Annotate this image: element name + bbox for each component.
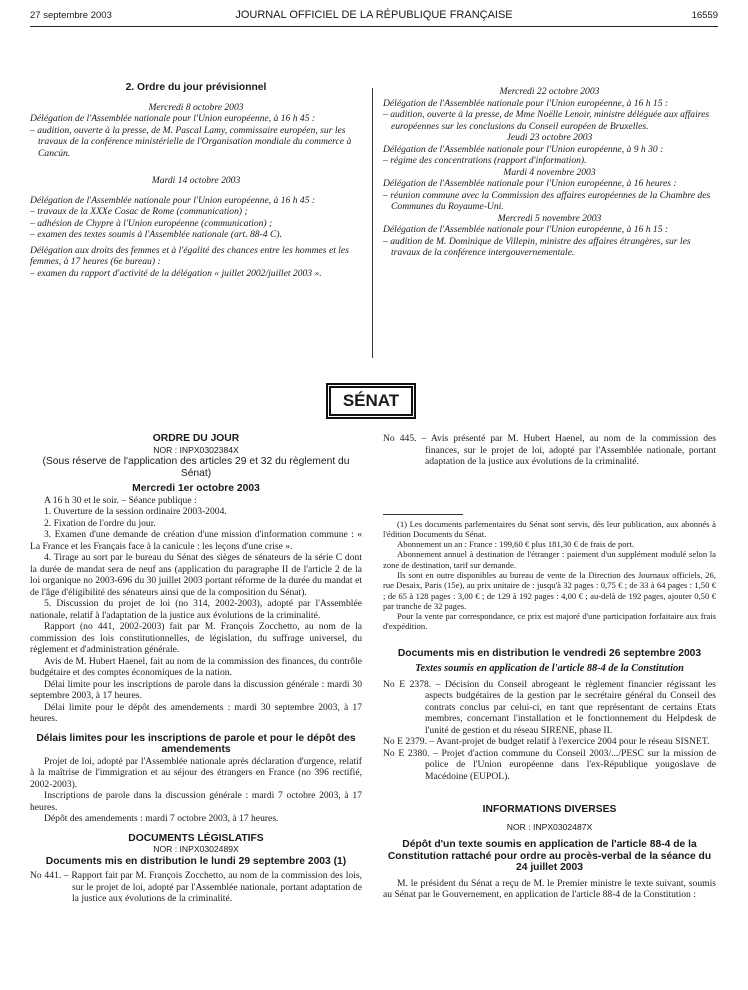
agenda-item: – adhésion de Chypre à l'Union européenne (communication) ; bbox=[30, 217, 273, 229]
deadline-line: Inscriptions de parole dans la discussion générale : mardi 7 octobre 2003, à 17 heures. bbox=[30, 790, 362, 813]
top-right-column bbox=[383, 86, 716, 259]
footnote-rule bbox=[383, 514, 463, 515]
footnote bbox=[383, 519, 716, 632]
section-title: Documents mis en distribution le vendredi 26 septembre 2003 bbox=[397, 647, 702, 659]
agenda-item: – réunion commune avec la Commission des affaires européennes de la Chambre des Communes du Royaume-Uni. bbox=[383, 189, 711, 212]
senat-right-column bbox=[383, 433, 716, 901]
agenda-line: Rapport (no 441, 2002-2003) fait par M. François Zocchetto, au nom de la commission des lois constitutionnelles, de législation, du suffrage universel, du règlement et d'administration générale. bbox=[30, 621, 362, 655]
sitting-date: Mercredi 1er octobre 2003 bbox=[132, 483, 260, 494]
header-date: 27 septembre 2003 bbox=[30, 10, 112, 21]
footnote-line: Ils sont en outre disponibles au bureau de vente de la Direction des Journaux officiels, 26, rue Desaix, Paris (15e), au prix unitaire de : jusqu'à 32 pages : 0,75 € ; de 33 à 64 pages : 1,50 € ; de 65 à 128 pages : 3,00 € ; de 129 à 192 pages : 4,00 € ; au-delà de 192 pages, ajouter 0,50 € par tranche de 32 pages. bbox=[383, 569, 716, 611]
document-entry: No 441. – Rapport fait par M. François Zocchetto, au nom de la commission des lois, sur le projet de loi, adopté par l'Assemblée nationale, portant adaptation de la justice aux évolutions de la criminalité. bbox=[30, 870, 362, 904]
agenda-line: Délai limite pour les inscriptions de parole dans la discussion générale : mardi 30 septembre 2003, à 17 heures. bbox=[30, 678, 362, 701]
delegation-line: Délégation aux droits des femmes et à l'égalité des chances entre les hommes et les femmes, à 17 heures (6e bureau) : bbox=[30, 244, 349, 267]
agenda-item: – régime des concentrations (rapport d'information). bbox=[383, 155, 587, 166]
agenda-item: – travaux de la XXXe Cosac de Rome (communication) ; bbox=[30, 206, 248, 217]
section-title: DOCUMENTS LÉGISLATIFS bbox=[128, 832, 264, 844]
section-title: ORDRE DU JOUR bbox=[152, 433, 240, 444]
deadlines-title: Délais limites pour les inscriptions de parole et pour le dépôt des amendements bbox=[36, 732, 356, 755]
deadline-line: Projet de loi, adopté par l'Assemblée nationale après déclaration d'urgence, relatif à la maîtrise de l'immigration et au séjour des étrangers en France (no 396 rectifié, 2002-2003). bbox=[30, 755, 362, 790]
header-rule bbox=[30, 26, 718, 27]
agenda-line: 2. Fixation de l'ordre du jour. bbox=[44, 517, 156, 529]
agenda-item: – audition de M. Dominique de Villepin, ministre des affaires étrangères, sur les travaux de la conférence intergouvernementale. bbox=[383, 235, 691, 258]
section-subtitle: Documents mis en distribution le lundi 29 septembre 2003 (1) bbox=[45, 855, 347, 867]
agenda-date: Mercredi 8 octobre 2003 bbox=[148, 101, 244, 113]
nor-reference: NOR : INPX0302384X bbox=[153, 444, 239, 455]
document-entry: No 445. – Avis présenté par M. Hubert Haenel, au nom de la commission des finances, sur le projet de loi, adopté par l'Assemblée nationale, portant adaptation de la justice aux évolutions de la criminalité. bbox=[383, 433, 716, 467]
agenda-date: Mercredi 22 octobre 2003 bbox=[499, 86, 600, 97]
column-divider bbox=[372, 88, 373, 358]
info-paragraph: M. le président du Sénat a reçu de M. le Premier ministre le texte suivant, soumis au Sénat par le Gouvernement, en application de l'article 88-4 de la Constitution : bbox=[383, 877, 716, 901]
page-header bbox=[30, 8, 718, 24]
footnote-line: Abonnement un an : France : 199,60 € plus 181,30 € de frais de port. bbox=[397, 539, 634, 550]
delegation-line: Délégation de l'Assemblée nationale pour l'Union européenne, à 16 heures : bbox=[383, 178, 677, 189]
agenda-date: Mardi 14 octobre 2003 bbox=[151, 175, 241, 186]
delegation-line: Délégation de l'Assemblée nationale pour l'Union européenne, à 16 h 45 : bbox=[30, 194, 316, 206]
footnote-line: Abonnement annuel à destination de l'étranger : paiement d'un supplément modulé selon la zone de destination, tarif sur demande. bbox=[383, 549, 716, 570]
delegation-line: Délégation de l'Assemblée nationale pour l'Union européenne, à 16 h 15 : bbox=[383, 224, 669, 235]
section-subtitle: Textes soumis en application de l'article 88-4 de la Constitution bbox=[415, 663, 684, 675]
agenda-item: – examen du rapport d'activité de la délégation « juillet 2002/juillet 2003 ». bbox=[30, 267, 322, 279]
footnote-line: (1) Les documents parlementaires du Sénat sont servis, dès leur publication, aux abonnés à l'édition Documents du Sénat. bbox=[383, 518, 716, 539]
agenda-date: Jeudi 23 octobre 2003 bbox=[506, 132, 593, 143]
section-subtitle: (Sous réserve de l'application des articles 29 et 32 du règlement du Sénat) bbox=[42, 456, 350, 479]
agenda-item: – audition, ouverte à la presse, de Mme Noëlle Lenoir, ministre déléguée aux affaires européennes sur les conclusions du Conseil européen de Bruxelles. bbox=[383, 109, 710, 132]
agenda-line: 1. Ouverture de la session ordinaire 2003-2004. bbox=[44, 506, 227, 517]
agenda-line: 5. Discussion du projet de loi (no 314, 2002-2003), adopté par l'Assemblée nationale, relatif à l'adaptation de la justice aux évolutions de la criminalité. bbox=[30, 598, 362, 621]
section-subtitle: Dépôt d'un texte soumis en application de l'article 88-4 de la Constitution rattaché pour ordre au procès-verbal de la séance du 24 juillet 2003 bbox=[387, 839, 712, 874]
agenda-line: 4. Tirage au sort par le bureau du Sénat des sièges de sénateurs de la série C dont la durée de mandat sera de neuf ans (application du paragraphe II de l'article 2 de la loi organique no 2003-696 du 30 juillet 2003 portant réforme de la durée du mandat et de l'âge d'éligibilité des sénateurs ainsi que de la composition du Sénat). bbox=[30, 552, 362, 598]
section-title: INFORMATIONS DIVERSES bbox=[482, 804, 617, 816]
agenda-line: Délai limite pour le dépôt des amendements : mardi 30 septembre 2003, à 17 heures. bbox=[30, 701, 362, 724]
agenda-item: – examen des textes soumis à l'Assemblée nationale (art. 88-4 C). bbox=[30, 229, 282, 240]
senat-left-column bbox=[30, 433, 362, 905]
senat-section-title: SÉNAT bbox=[329, 386, 413, 416]
agenda-heading: 2. Ordre du jour prévisionnel bbox=[125, 82, 267, 93]
agenda-line: 3. Examen d'une demande de création d'une mission d'information commune : « La France et les Français face à la canicule : les leçons d'une crise ». bbox=[30, 529, 362, 552]
top-left-column bbox=[30, 82, 362, 279]
delegation-line: Délégation de l'Assemblée nationale pour l'Union européenne, à 16 h 15 : bbox=[383, 97, 669, 109]
agenda-line: A 16 h 30 et le soir. – Séance publique : bbox=[44, 494, 197, 506]
header-title: JOURNAL OFFICIEL DE LA RÉPUBLIQUE FRANÇAISE bbox=[235, 9, 513, 21]
deadline-line: Dépôt des amendements : mardi 7 octobre 2003, à 17 heures. bbox=[44, 813, 279, 824]
delegation-line: Délégation de l'Assemblée nationale pour l'Union européenne, à 9 h 30 : bbox=[383, 143, 664, 155]
agenda-line: Avis de M. Hubert Haenel, fait au nom de la commission des finances, du contrôle budgétaire et des comptes économiques de la nation. bbox=[30, 655, 362, 678]
agenda-item: – audition, ouverte à la presse, de M. Pascal Lamy, commissaire européen, sur les travaux de la conférence ministérielle de l'Organisation mondiale du commerce à Cancún. bbox=[30, 124, 352, 159]
document-entry: No E 2378. – Décision du Conseil abrogeant le règlement financier régissant les aspects budgétaires de la gestion par le secrétaire général du Conseil des contrats conclus par celui-ci, en tant que représentant de certains Etats membres, concernant l'installation et le fonctionnement du Helpdesk de l'unité de gestion et du réseau SIRENE, phase II. bbox=[383, 678, 716, 736]
agenda-date: Mardi 4 novembre 2003 bbox=[503, 166, 596, 178]
document-entry: No E 2380. – Projet d'action commune du Conseil 2003/.../PESC sur la mission de police de l'Union européenne dans l'ex-République yougoslave de Macédoine (EUPOL). bbox=[383, 747, 716, 782]
nor-reference: NOR : INPX0302489X bbox=[153, 844, 239, 854]
delegation-line: Délégation de l'Assemblée nationale pour l'Union européenne, à 16 h 45 : bbox=[30, 113, 316, 124]
document-entry: No E 2379. – Avant-projet de budget relatif à l'exercice 2004 pour le réseau SISNET. bbox=[383, 736, 710, 748]
nor-reference: NOR : INPX0302487X bbox=[506, 821, 593, 832]
footnote-line: Pour la vente par correspondance, ce prix est majoré d'une participation forfaitaire aux frais d'expédition. bbox=[383, 611, 716, 632]
header-page-number: 16559 bbox=[691, 10, 718, 21]
agenda-date: Mercredi 5 novembre 2003 bbox=[497, 212, 602, 224]
